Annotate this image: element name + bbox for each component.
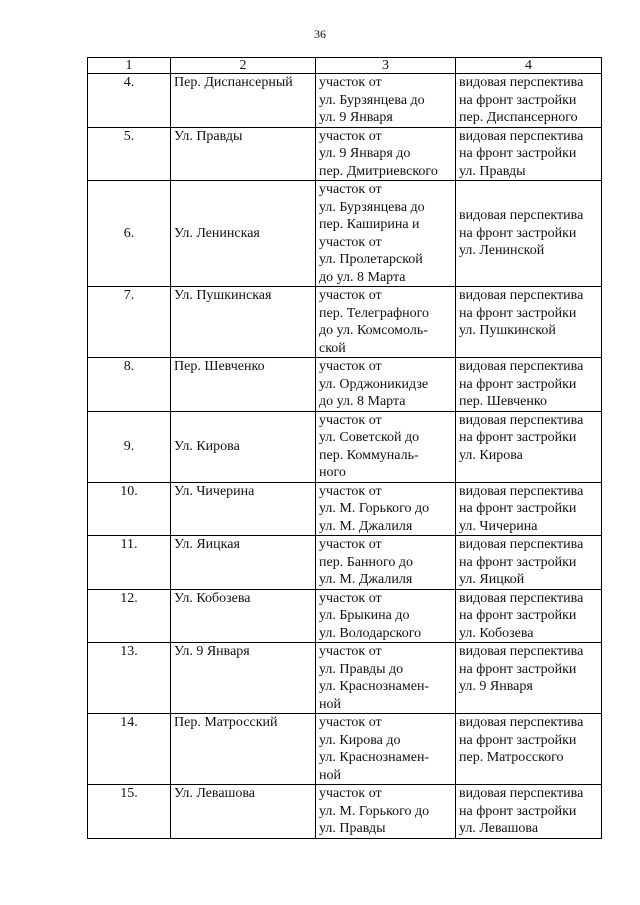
street-name: Ул. Ленинская	[171, 181, 316, 287]
table-row	[88, 714, 602, 785]
row-number: 4.	[88, 74, 171, 128]
row-number: 11.	[88, 536, 171, 590]
view-perspective: видовая перспектива на фронт застройки пер. Диспансерного	[456, 74, 602, 128]
view-perspective: видовая перспектива на фронт застройки ул. Кобозева	[456, 589, 602, 643]
section-description: участок от ул. М. Горького до ул. Правды	[316, 785, 456, 839]
row-number: 13.	[88, 643, 171, 714]
view-perspective: видовая перспектива на фронт застройки ул. Яицкой	[456, 536, 602, 590]
street-name: Пер. Шевченко	[171, 358, 316, 412]
view-perspective: видовая перспектива на фронт застройки ул. Кирова	[456, 411, 602, 482]
street-name: Ул. Левашова	[171, 785, 316, 839]
section-description: участок от ул. Правды до ул. Краснознамен- ной	[316, 643, 456, 714]
section-description: участок от ул. Брыкина до ул. Володарского	[316, 589, 456, 643]
row-number: 12.	[88, 589, 171, 643]
table-row	[88, 482, 602, 536]
view-perspective: видовая перспектива на фронт застройки ул. Левашова	[456, 785, 602, 839]
section-description: участок от пер. Банного до ул. М. Джалиля	[316, 536, 456, 590]
row-number: 10.	[88, 482, 171, 536]
view-perspective: видовая перспектива на фронт застройки ул. Пушкинской	[456, 287, 602, 358]
section-description: участок от ул. Бурзянцева до пер. Каширина и участок от ул. Пролетарской до ул. 8 Марта	[316, 181, 456, 287]
row-number: 8.	[88, 358, 171, 412]
view-perspective: видовая перспектива на фронт застройки ул. Правды	[456, 127, 602, 181]
section-description: участок от ул. М. Горького до ул. М. Джалиля	[316, 482, 456, 536]
table-row	[88, 785, 602, 839]
table-row	[88, 358, 602, 412]
view-perspective: видовая перспектива на фронт застройки пер. Матросского	[456, 714, 602, 785]
section-description: участок от ул. Кирова до ул. Краснознамен- ной	[316, 714, 456, 785]
street-name: Пер. Матросский	[171, 714, 316, 785]
section-description: участок от ул. Орджоникидзе до ул. 8 Марта	[316, 358, 456, 412]
row-number: 5.	[88, 127, 171, 181]
street-name: Ул. Чичерина	[171, 482, 316, 536]
document-table	[87, 57, 602, 839]
table-row	[88, 74, 602, 128]
table-row	[88, 589, 602, 643]
view-perspective: видовая перспектива на фронт застройки пер. Шевченко	[456, 358, 602, 412]
street-name: Пер. Диспансерный	[171, 74, 316, 128]
table-row	[88, 536, 602, 590]
row-number: 7.	[88, 287, 171, 358]
table-row	[88, 287, 602, 358]
street-name: Ул. Кобозева	[171, 589, 316, 643]
table-row	[88, 643, 602, 714]
header-cell-2: 2	[171, 58, 316, 74]
section-description: участок от ул. 9 Января до пер. Дмитриевского	[316, 127, 456, 181]
view-perspective: видовая перспектива на фронт застройки ул. 9 Января	[456, 643, 602, 714]
section-description: участок от пер. Телеграфного до ул. Комсомоль- ской	[316, 287, 456, 358]
table-row	[88, 411, 602, 482]
row-number: 14.	[88, 714, 171, 785]
table-row	[88, 127, 602, 181]
header-cell-3: 3	[316, 58, 456, 74]
table-header-row	[88, 58, 602, 74]
header-cell-1: 1	[88, 58, 171, 74]
row-number: 15.	[88, 785, 171, 839]
view-perspective: видовая перспектива на фронт застройки ул. Ленинской	[456, 181, 602, 287]
view-perspective: видовая перспектива на фронт застройки ул. Чичерина	[456, 482, 602, 536]
section-description: участок от ул. Бурзянцева до ул. 9 Января	[316, 74, 456, 128]
table-row	[88, 181, 602, 287]
row-number: 6.	[88, 181, 171, 287]
street-name: Ул. 9 Января	[171, 643, 316, 714]
street-name: Ул. Правды	[171, 127, 316, 181]
header-cell-4: 4	[456, 58, 602, 74]
section-description: участок от ул. Советской до пер. Коммуналь- ного	[316, 411, 456, 482]
street-name: Ул. Кирова	[171, 411, 316, 482]
page-number: 36	[314, 27, 326, 41]
street-name: Ул. Пушкинская	[171, 287, 316, 358]
row-number: 9.	[88, 411, 171, 482]
street-name: Ул. Яицкая	[171, 536, 316, 590]
